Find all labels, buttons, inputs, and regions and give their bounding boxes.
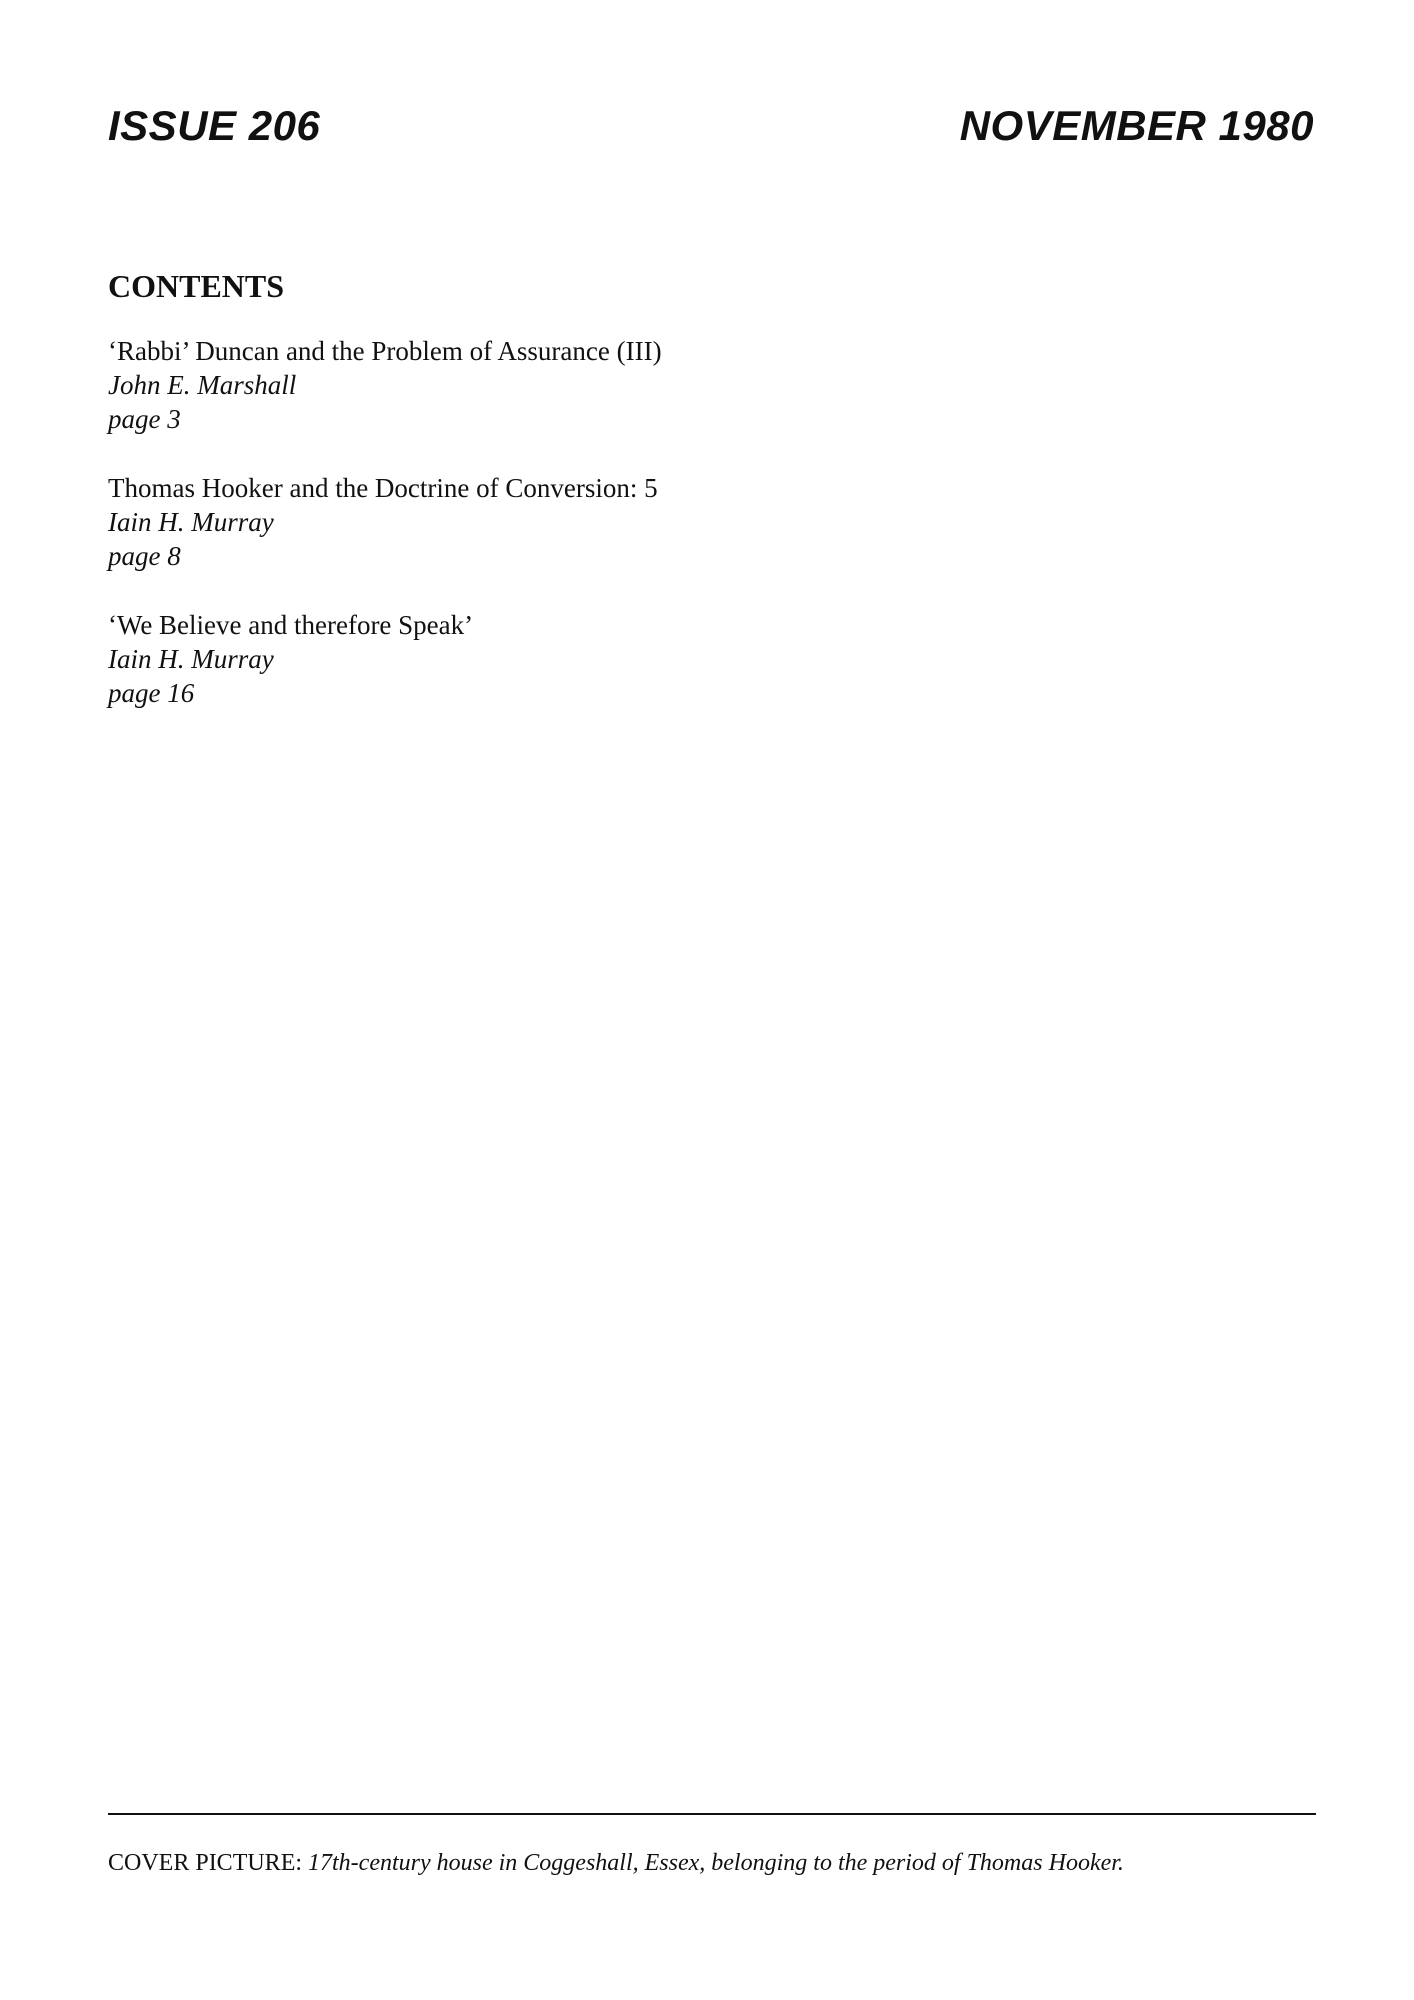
entry-page: page 3	[108, 404, 181, 434]
cover-picture-caption	[108, 1848, 1314, 1878]
entry-page: page 16	[108, 678, 195, 708]
entry-title: ‘We Believe and therefore Speak’	[108, 610, 474, 640]
contents-entry	[108, 608, 1008, 710]
entry-page: page 8	[108, 541, 181, 571]
contents-list	[108, 334, 1008, 745]
entry-author: John E. Marshall	[108, 370, 297, 400]
issue-date: NOVEMBER 1980	[959, 102, 1314, 149]
entry-title: ‘Rabbi’ Duncan and the Problem of Assurance (III)	[108, 336, 662, 366]
caption-text: 17th-century house in Coggeshall, Essex, belonging to the period of Thomas Hooker.	[308, 1850, 1124, 1876]
page-header	[108, 96, 1314, 156]
contents-entry	[108, 471, 1008, 573]
contents-entry	[108, 334, 1008, 436]
caption-label: COVER PICTURE:	[108, 1850, 309, 1876]
contents-heading: CONTENTS	[108, 268, 285, 304]
entry-author: Iain H. Murray	[108, 644, 274, 674]
entry-author: Iain H. Murray	[108, 507, 274, 537]
entry-title: Thomas Hooker and the Doctrine of Conversion: 5	[108, 473, 658, 503]
issue-number: ISSUE 206	[108, 102, 321, 149]
footer-divider	[108, 1813, 1316, 1815]
